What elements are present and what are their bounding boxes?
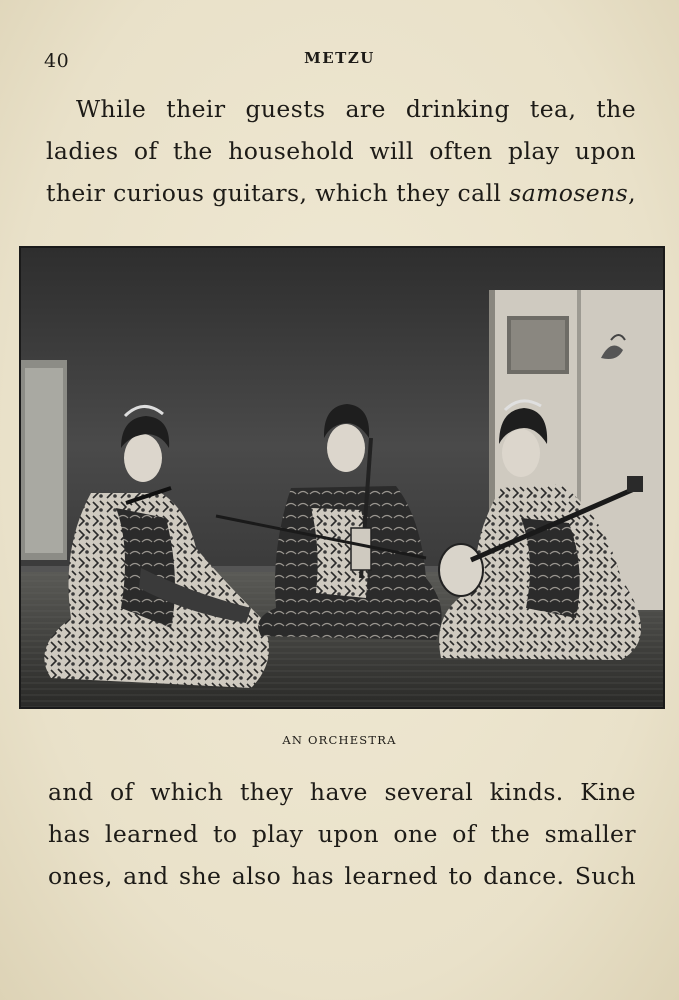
text-line: ladies of the household will often play upon [46,137,636,165]
text-line: has learned to play upon one of the smaller [48,820,636,848]
figure-caption: AN ORCHESTRA [282,733,397,747]
running-head: METZU [304,49,375,67]
text-line: ones, and she also has learned to dance. Such [48,862,636,890]
page-number: 40 [44,50,70,72]
paragraph-top [46,88,636,214]
photograph-orchestra [19,246,665,709]
text-line: While their guests are drinking tea, the [76,95,636,123]
italic-term: samosens [509,179,629,207]
text-line: and of which they have several kinds. Kine [48,778,636,806]
paragraph-bottom [48,771,636,897]
text-run: their curious guitars, which they call [46,179,510,207]
text-run: , [628,179,636,207]
text-line [46,172,636,214]
